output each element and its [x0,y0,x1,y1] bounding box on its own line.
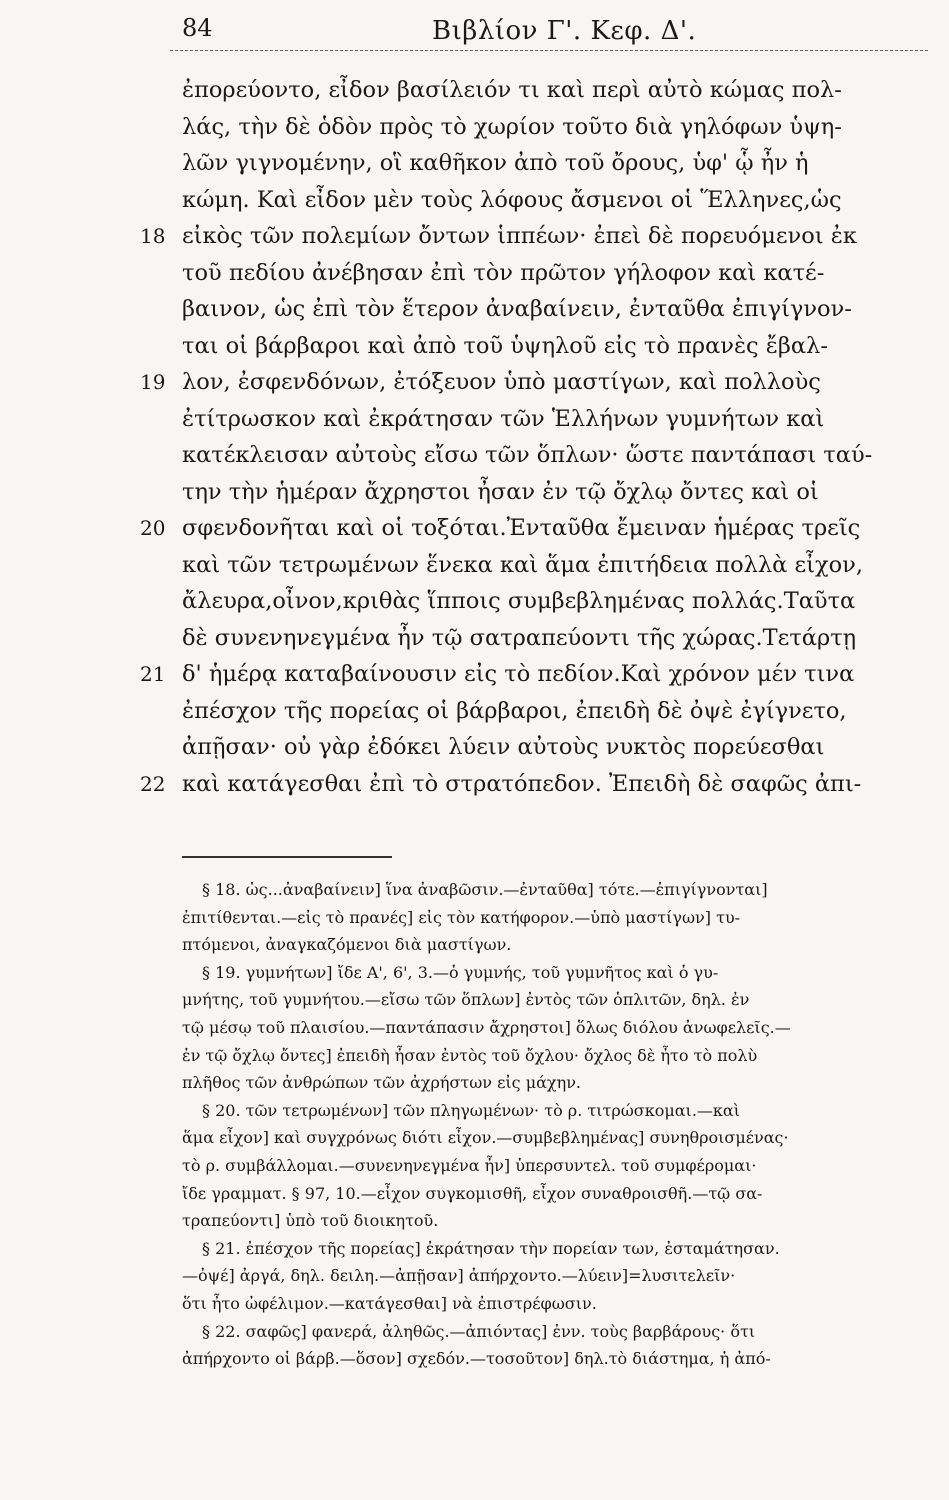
page-header [170,14,930,54]
note-line: ἴδε γραμματ. § 97, 10.—εἶχον συγκομισθῆ, εἶχον συναθροισθῆ.—τῷ σα- [182,1183,763,1203]
text-line: βαινον, ὡς ἐπὶ τὸν ἕτερον ἀναβαίνειν, ἐνταῦθα ἐπιγίγνον- [182,296,852,322]
text-line: τοῦ πεδίου ἀνέβησαν ἐπὶ τὸν πρῶτον γήλοφον καὶ κατέ- [182,259,825,286]
note-line: § 18. ὡς...ἀναβαίνειν] ἵνα ἀναβῶσιν.—ἐνταῦθα] τότε.—ἐπιγίγνονται] [202,880,768,899]
section-number: 22 [140,771,166,796]
text-line: ἐπορεύοντο, εἶδον βασίλειόν τι καὶ περὶ αὐτὸ κώμας πολ- [182,77,842,103]
text-line: σφενδονῆται καὶ οἱ τοξόται.Ἐνταῦθα ἔμειναν ἡμέρας τρεῖς [182,515,861,541]
text-line: λάς, τὴν δὲ ὁδὸν πρὸς τὸ χωρίον τοῦτο διὰ γηλόφων ὑψη- [182,113,842,140]
text-line: δὲ συνενηνεγμένα ἦν τῷ σατραπεύοντι τῆς χώρας.Τετάρτῃ [182,624,857,651]
note-line: ὅτι ἦτο ὠφέλιμον.—κατάγεσθαι] νὰ ἐπιστρέφωσιν. [182,1294,597,1313]
note-line: § 21. ἐπέσχον τῆς πορείας] ἐκράτησαν τὴν πορείαν των, ἐσταμάτησαν. [202,1238,780,1258]
page-number: 84 [182,14,213,42]
note-line: ἅμα εἶχον] καὶ συγχρόνως διότι εἶχον.—συμβεβλημένας] συνηθροισμένας· [182,1128,789,1148]
section-number: 19 [140,370,166,394]
text-line: δ' ἡμέρᾳ καταβαίνουσιν εἰς τὸ πεδίον.Καὶ χρόνον μέν τινα [182,661,855,687]
text-line: την τὴν ἡμέραν ἄχρηστοι ἦσαν ἐν τῷ ὄχλῳ ὄντες καὶ οἱ [182,478,819,505]
text-line: εἰκὸς τῶν πολεμίων ὄντων ἱππέων· ἐπεὶ δὲ πορευόμενοι ἐκ [182,223,857,249]
note-line: —ὀψέ] ἀργά, δηλ. δειλη.—ἀπῇσαν] ἀπήρχοντο.—λύειν]=λυσιτελεῖν· [182,1266,736,1286]
text-line: καὶ τῶν τετρωμένων ἕνεκα καὶ ἅμα ἐπιτήδεια πολλὰ εἶχον, [182,551,863,578]
note-line: ἀπήρχοντο οἱ βάρβ.—ὅσον] σχεδόν.—τοσοῦτον] δηλ.τὸ διάστημα, ἡ ἀπό- [182,1349,771,1369]
note-line: § 20. τῶν τετρωμένων] τῶν πληγωμένων· τὸ ρ. τιτρώσκομαι.—καὶ [202,1100,740,1120]
text-line: ἀπῇσαν· οὐ γὰρ ἐδόκει λύειν αὐτοὺς νυκτὸς πορεύεσθαι [182,734,825,760]
note-line: τὸ ρ. συμβάλλομαι.—συνενηνεγμένα ἦν] ὑπερσυντελ. τοῦ συμφέρομαι· [182,1156,757,1175]
note-line: ἐπιτίθενται.—εἰς τὸ πρανές] εἰς τὸν κατήφορον.—ὑπὸ μαστίγων] τυ- [182,907,741,927]
section-number: 21 [140,662,166,686]
note-line: ἐν τῷ ὄχλῳ ὄντες] ἐπειδὴ ἦσαν ἐντὸς τοῦ ὄχλου· ὄχλος δὲ ἦτο τὸ πολὺ [182,1045,758,1065]
text-line: ται οἱ βάρβαροι καὶ ἀπὸ τοῦ ὑψηλοῦ εἰς τὸ πρανὲς ἔβαλ- [182,332,828,359]
running-head: Βιβλίον Γ'. Κεφ. Δ'. [432,16,697,46]
text-line: καὶ κατάγεσθαι ἐπὶ τὸ στρατόπεδον. Ἐπειδὴ δὲ σαφῶς ἀπι- [182,770,862,797]
section-number: 18 [140,224,166,248]
text-line: λῶν γιγνομένην, οἳ καθῆκον ἀπὸ τοῦ ὄρους, ὑφ' ᾧ ἦν ἡ [182,150,809,176]
footnote-rule [182,856,392,858]
note-line: πτόμενοι, ἀναγκαζόμενοι διὰ μαστίγων. [182,935,512,955]
note-line: μνήτης, τοῦ γυμνήτου.—εἴσω τῶν ὅπλων] ἐντὸς τῶν ὁπλιτῶν, δηλ. ἐν [182,990,750,1010]
section-number: 20 [140,516,166,540]
note-line: πλῆθος τῶν ἀνθρώπων τῶν ἀχρήστων εἰς μάχην. [182,1073,581,1093]
note-line: τῷ μέσῳ τοῦ πλαισίου.—παντάπασιν ἄχρηστοι] ὅλως διόλου ἀνωφελεῖς.— [182,1018,791,1037]
note-line: § 19. γυμνήτων] ἴδε Α', 6', 3.—ὁ γυμνής, τοῦ γυμνῆτος καὶ ὁ γυ- [202,962,719,982]
note-line: § 22. σαφῶς] φανερά, ἀληθῶς.—ἀπιόντας] ἐνν. τοὺς βαρβάρους· ὅτι [202,1321,756,1341]
text-line: ἐπέσχον τῆς πορείας οἱ βάρβαροι, ἐπειδὴ δὲ ὀψὲ ἐγίγνετο, [182,697,847,724]
header-rule [170,50,928,51]
text-line: κατέκλεισαν αὐτοὺς εἴσω τῶν ὅπλων· ὥστε παντάπασι ταύ- [182,442,873,468]
text-line: ἄλευρα,οἶνον,κριθὰς ἵπποις συμβεβλημένας πολλάς.Ταῦτα [182,588,856,614]
note-line: τραπεύοντι] ὑπὸ τοῦ διοικητοῦ. [182,1211,439,1231]
text-line: κώμη. Καὶ εἶδον μὲν τοὺς λόφους ἄσμενοι οἱ Ἕλληνες,ὡς [182,186,842,213]
text-line: ἐτίτρωσκον καὶ ἐκράτησαν τῶν Ἑλλήνων γυμνήτων καὶ [182,405,825,432]
text-line: λον, ἐσφενδόνων, ἐτόξευον ὑπὸ μαστίγων, καὶ πολλοὺς [182,369,821,395]
